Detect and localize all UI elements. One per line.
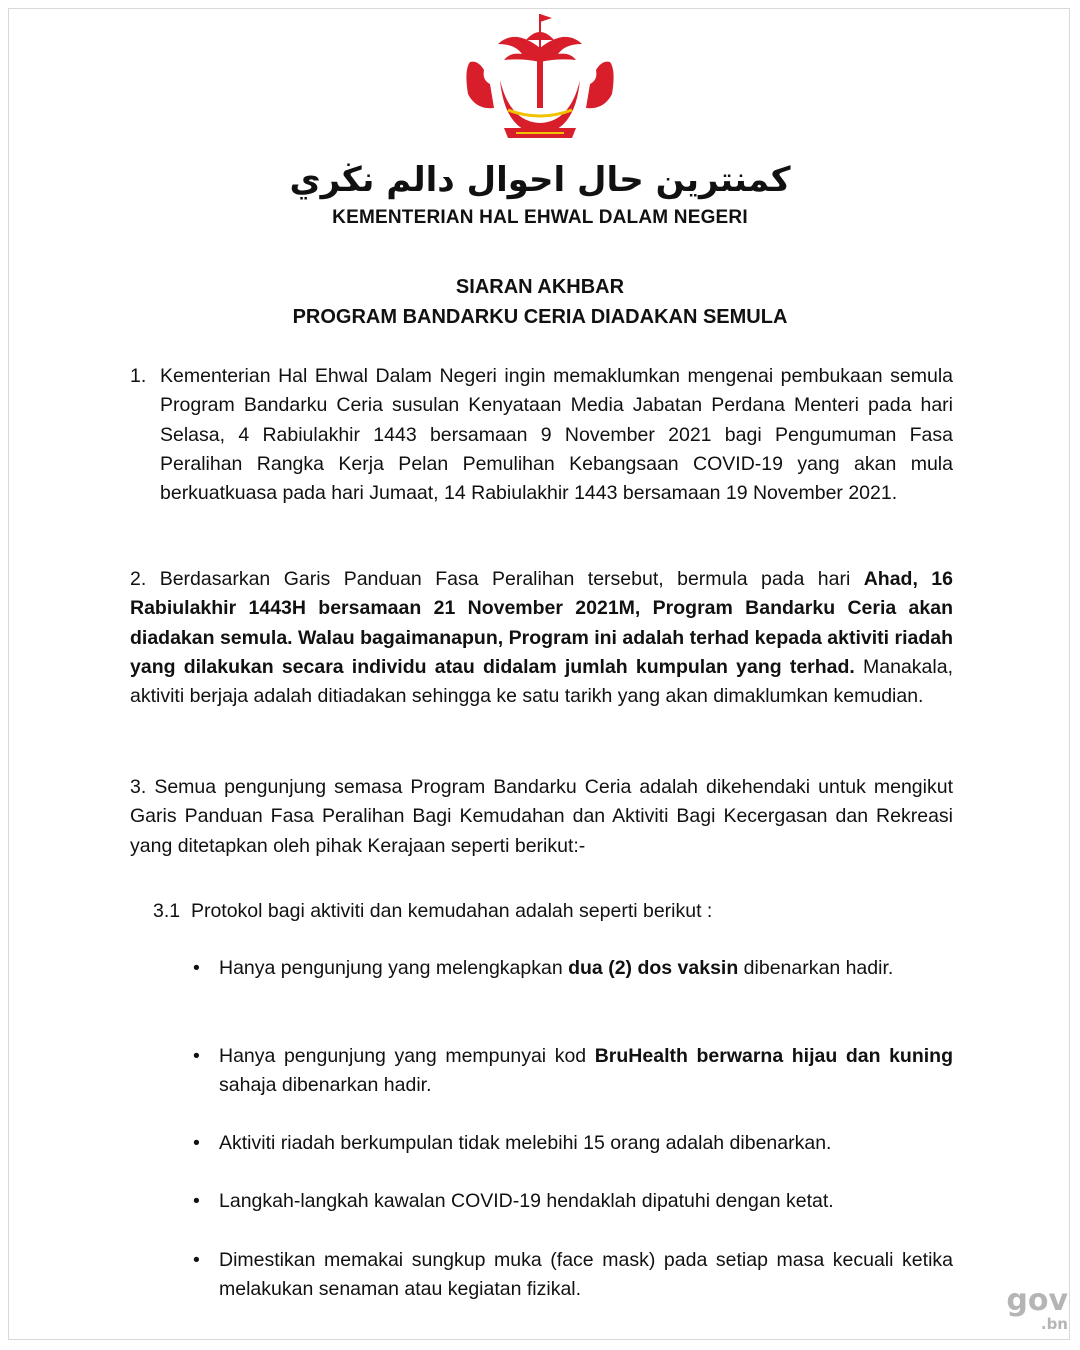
bullet-dot: • — [193, 1132, 200, 1154]
jawi-ministry-title: كمنترين حال احوال دالم نڬري — [289, 160, 791, 200]
bullet-dot: • — [193, 1190, 200, 1212]
bullet-bold-text: dua (2) dos vaksin — [568, 957, 739, 979]
gov-bn-watermark-logo: gov .bn — [1006, 1283, 1068, 1333]
paragraph-1 — [130, 362, 953, 508]
paragraph-3 — [130, 773, 953, 861]
ministry-name: KEMENTERIAN HAL EHWAL DALAM NEGERI — [332, 207, 748, 228]
paragraph-number: 3. — [130, 776, 147, 798]
bullet-item: • Aktiviti riadah berkumpulan tidak melebihi 15 orang adalah dibenarkan. — [219, 1129, 953, 1158]
bullet-item: • Hanya pengunjung yang melengkapkan dua (2) dos vaksin dibenarkan hadir. — [219, 954, 953, 983]
press-release-subject: PROGRAM BANDARKU CERIA DIADAKAN SEMULA — [292, 306, 788, 328]
bullet-dot: • — [193, 957, 200, 979]
bullet-bold-text: BruHealth berwarna hijau dan kuning — [594, 1045, 953, 1067]
bullet-item: • Hanya pengunjung yang mempunyai kod BruHealth berwarna hijau dan kuning sahaja dibenarkan hadir. — [219, 1042, 953, 1101]
paragraph-2 — [130, 565, 953, 711]
paragraph-text-end: Manakala, aktiviti berjaja adalah ditiadakan sehingga ke satu tarikh yang akan dimaklumkan kemudian. — [130, 655, 953, 708]
subsection-number: 3.1 — [153, 900, 181, 922]
paragraph-text: Semua pengunjung semasa Program Bandarku Ceria adalah dikehendaki untuk mengikut Garis Panduan Fasa Peralihan Bagi Kemudahan dan Aktiviti Bagi Kecergasan dan Rekreasi yang ditetapkan oleh pihak Kerajaan seperti berikut:- — [130, 776, 953, 857]
paragraph-number: 1. — [130, 365, 147, 387]
bullet-item: • Langkah-langkah kawalan COVID-19 hendaklah dipatuhi dengan ketat. — [219, 1187, 953, 1216]
paragraph-number: 2. — [130, 568, 147, 590]
bullet-dot: • — [193, 1249, 200, 1271]
brunei-crest-emblem — [460, 10, 620, 140]
paragraph-text: Kementerian Hal Ehwal Dalam Negeri ingin memaklumkan mengenai pembukaan semula Program Bandarku Ceria susulan Kenyataan Media Jabatan Perdana Menteri pada hari Selasa, 4 Rabiulakhir 1443 bersamaan 9 November 2021 bagi Pengumuman Fasa Peralihan Rangka Kerja Pelan Pemulihan Kebangsaan COVID-19 yang akan mula berkuatkuasa pada hari Jumaat, 14 Rabiulakhir 1443 bersamaan 19 November 2021. — [160, 365, 953, 505]
subsection-3-1 — [153, 897, 712, 926]
paragraph-bold-text: Ahad, 16 Rabiulakhir 1443H bersamaan 21 November 2021M, Program Bandarku Ceria akan diadakan semula. Walau bagaimanapun, Program ini adalah terhad kepada aktiviti riadah yang dilakukan secara individu atau didalam jumlah kumpulan yang terhad. — [130, 568, 954, 678]
bullet-item: • Dimestikan memakai sungkup muka (face mask) pada setiap masa kecuali ketika melakukan senaman atau kegiatan fizikal. — [219, 1246, 953, 1305]
bullet-dot: • — [193, 1045, 200, 1067]
press-release-heading: SIARAN AKHBAR — [455, 276, 625, 298]
subsection-text: Protokol bagi aktiviti dan kemudahan adalah seperti berikut : — [190, 900, 713, 922]
paragraph-text: Berdasarkan Garis Panduan Fasa Peralihan tersebut, bermula pada hari — [159, 568, 864, 590]
